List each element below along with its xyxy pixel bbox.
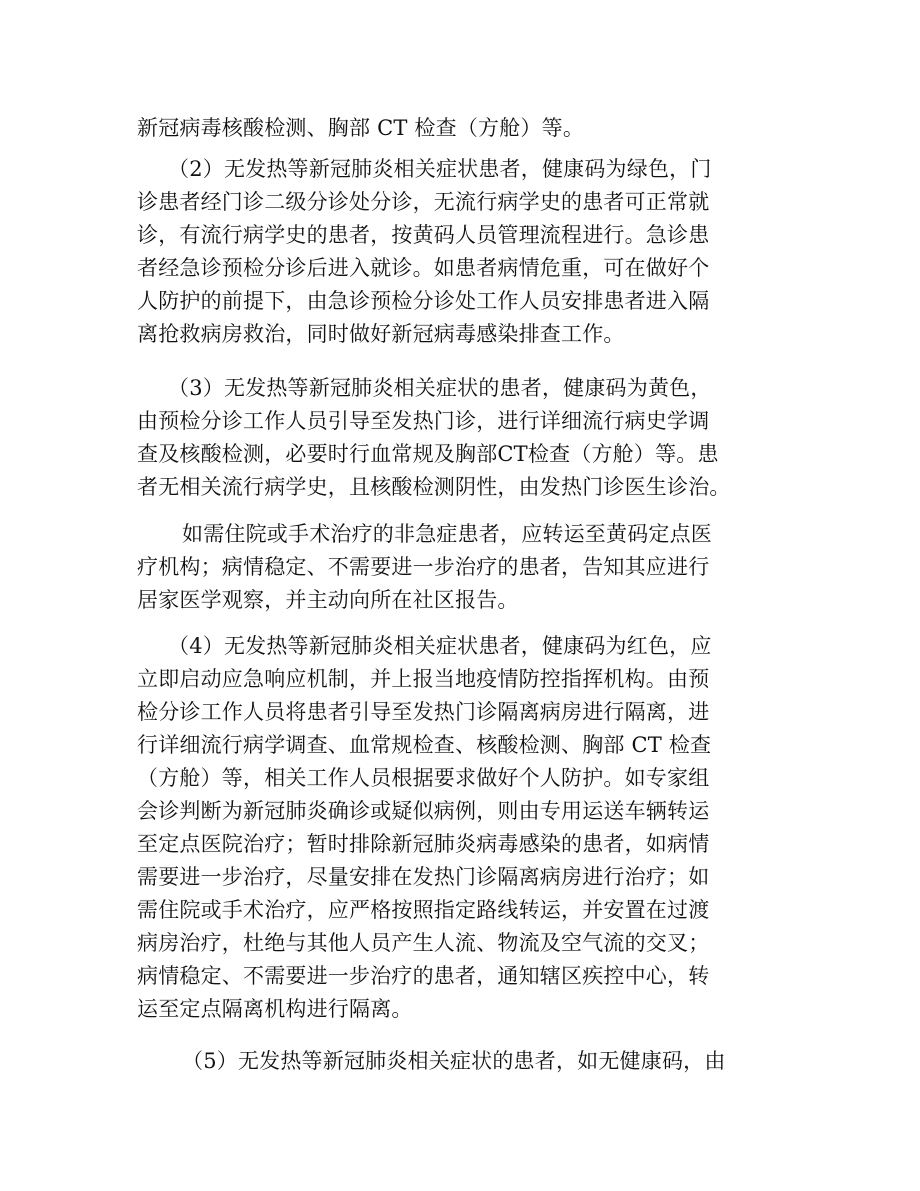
text-line: 如需住院或手术治疗的非急症患者，应转运至黄码定点医: [182, 522, 712, 546]
text-line: （方舱）等，相关工作人员根据要求做好个人防护。如专家组: [137, 766, 710, 790]
text-line: 诊，有流行病学史的患者，按黄码人员管理流程进行。急诊患: [137, 223, 710, 247]
text-line: （5）无发热等新冠肺炎相关症状的患者，如无健康码，由: [182, 1049, 726, 1073]
text-line: 者经急诊预检分诊后进入就诊。如患者病情危重，可在做好个: [137, 256, 710, 280]
text-line: （4）无发热等新冠肺炎相关症状患者，健康码为红色，应: [168, 634, 712, 658]
text-line: 会诊判断为新冠肺炎确诊或疑似病例，则由专用运送车辆转运: [137, 799, 710, 823]
text-line: （3）无发热等新冠肺炎相关症状的患者，健康码为黄色，: [168, 376, 712, 400]
text-line: 检分诊工作人员将患者引导至发热门诊隔离病房进行隔离，进: [137, 700, 710, 724]
text-line: 行详细流行病学调查、血常规检查、核酸检测、胸部 CT 检查: [137, 733, 712, 757]
text-line: 病房治疗，杜绝与其他人员产生人流、物流及空气流的交叉；: [137, 931, 710, 955]
text-line: 人防护的前提下，由急诊预检分诊处工作人员安排患者进入隔: [137, 289, 710, 313]
text-line: 离抢救病房救治，同时做好新冠病毒感染排查工作。: [137, 322, 625, 346]
text-line: 需住院或手术治疗，应严格按照指定路线转运，并安置在过渡: [137, 898, 710, 922]
text-line: 居家医学观察，并主动向所在社区报告。: [137, 588, 519, 612]
text-line: 查及核酸检测，必要时行血常规及胸部CT检查（方舱）等。患: [137, 442, 719, 466]
text-line: 疗机构；病情稳定、不需要进一步治疗的患者，告知其应进行: [137, 555, 710, 579]
text-line: 病情稳定、不需要进一步治疗的患者，通知辖区疾控中心，转: [137, 964, 710, 988]
text-line: 诊患者经门诊二级分诊处分诊，无流行病学史的患者可正常就: [137, 190, 710, 214]
text-line: 运至定点隔离机构进行隔离。: [137, 997, 413, 1021]
text-line: 新冠病毒核酸检测、胸部 CT 检查（方舱）等。: [137, 116, 585, 140]
text-line: 需要进一步治疗，尽量安排在发热门诊隔离病房进行治疗；如: [137, 865, 710, 889]
text-line: 立即启动应急响应机制，并上报当地疫情防控指挥机构。由预: [137, 667, 710, 691]
text-line: 者无相关流行病学史，且核酸检测阴性，由发热门诊医生诊治。: [137, 475, 731, 499]
text-line: （2）无发热等新冠肺炎相关症状患者，健康码为绿色，门: [168, 157, 712, 181]
text-line: 至定点医院治疗；暂时排除新冠肺炎病毒感染的患者，如病情: [137, 832, 710, 856]
text-line: 由预检分诊工作人员引导至发热门诊，进行详细流行病史学调: [137, 409, 710, 433]
